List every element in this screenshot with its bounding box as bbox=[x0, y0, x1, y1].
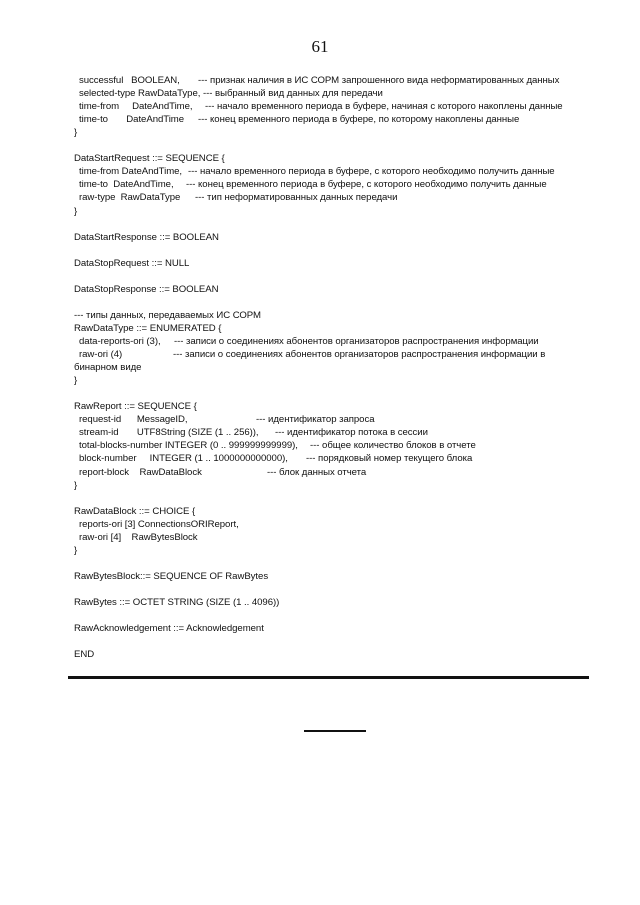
code-line-request-id: request-id MessageID, bbox=[79, 414, 188, 426]
code-line-request-id-comment: --- идентификатор запроса bbox=[256, 414, 375, 426]
code-line-total-blocks-comment: --- общее количество блоков в отчете bbox=[310, 440, 476, 452]
code-line-raw-bytes: RawBytes ::= OCTET STRING (SIZE (1 .. 4096)) bbox=[74, 597, 280, 608]
code-line-stream-id-comment: --- идентификатор потока в сессии bbox=[275, 427, 428, 439]
short-divider bbox=[304, 730, 366, 732]
code-line-data-start-request: DataStartRequest ::= SEQUENCE { bbox=[74, 153, 225, 165]
code-line-data-reports-ori-comment: --- записи о соединениях абонентов организаторов распространения информации bbox=[174, 336, 539, 347]
code-line-selected-type-comment: --- выбранный вид данных для передачи bbox=[203, 88, 383, 100]
code-line-time-to-2: time-to DateAndTime, bbox=[79, 179, 174, 191]
code-line-block-number: block-number INTEGER (1 .. 1000000000000), bbox=[79, 453, 288, 465]
code-line-raw-type-comment: --- тип неформатированных данных передачи bbox=[195, 192, 398, 204]
code-line-total-blocks: total-blocks-number INTEGER (0 .. 999999999999), bbox=[79, 440, 298, 452]
code-line-raw-report: RawReport ::= SEQUENCE { bbox=[74, 401, 197, 413]
code-line-raw-ori: raw-ori (4) bbox=[79, 349, 123, 361]
code-line-time-from-2-comment: --- начало временного периода в буфере, с которого необходимо получить данные bbox=[188, 166, 555, 178]
code-line-brace-close-4: } bbox=[74, 479, 78, 491]
code-line-brace-close-3: } bbox=[74, 375, 78, 387]
code-line-data-stop-request: DataStopRequest ::= NULL bbox=[74, 257, 190, 269]
code-line-data-stop-response: DataStopResponse ::= BOOLEAN bbox=[74, 283, 219, 295]
horizontal-rule bbox=[68, 676, 589, 679]
code-line-block-number-comment: --- порядковый номер текущего блока bbox=[306, 453, 473, 465]
code-line-time-to-1: time-to DateAndTime bbox=[79, 114, 185, 126]
code-line-data-reports-ori: data-reports-ori (3), bbox=[79, 336, 161, 347]
page-number: 61 bbox=[311, 37, 329, 56]
code-line-report-block: report-block RawDataBlock bbox=[79, 466, 202, 478]
code-line-raw-data-block: RawDataBlock ::= CHOICE { bbox=[74, 505, 196, 517]
code-line-end: END bbox=[74, 649, 95, 661]
code-line-stream-id: stream-id UTF8String (SIZE (1 .. 256)), bbox=[79, 427, 259, 439]
code-line-time-to-1-comment: --- конец временного периода в буфере, по которому накоплены данные bbox=[198, 114, 520, 126]
code-line-raw-type: raw-type RawDataType bbox=[79, 192, 181, 204]
code-line-raw-ori-choice: raw-ori [4] RawBytesBlock bbox=[79, 531, 198, 543]
code-line-comment-types: --- типы данных, передаваемых ИС СОРМ bbox=[74, 309, 261, 321]
code-line-successful: successful BOOLEAN, bbox=[79, 75, 180, 86]
code-line-brace-close-1: } bbox=[74, 127, 78, 139]
code-line-binary-view: бинарном виде bbox=[74, 362, 142, 374]
code-line-selected-type: selected-type RawDataType, bbox=[79, 88, 201, 100]
code-line-raw-data-type: RawDataType ::= ENUMERATED { bbox=[74, 322, 222, 334]
code-line-report-block-comment: --- блок данных отчета bbox=[267, 466, 367, 478]
code-line-time-from-2: time-from DateAndTime, bbox=[79, 166, 183, 178]
code-line-successful-comment: --- признак наличия в ИС СОРМ запрошенного вида неформатированных данных bbox=[198, 75, 560, 86]
code-line-raw-ori-comment: --- записи о соединениях абонентов организаторов распространения информации в bbox=[173, 349, 546, 361]
code-line-raw-bytes-block: RawBytesBlock::= SEQUENCE OF RawBytes bbox=[74, 570, 269, 582]
code-line-reports-ori: reports-ori [3] ConnectionsORIReport, bbox=[79, 518, 239, 530]
code-line-time-from-1-comment: --- начало временного периода в буфере, начиная с которого накоплены данные bbox=[205, 101, 563, 113]
code-line-brace-close-5: } bbox=[74, 544, 78, 556]
code-line-raw-acknowledgement: RawAcknowledgement ::= Acknowledgement bbox=[74, 623, 264, 635]
code-line-time-from-1: time-from DateAndTime, bbox=[79, 101, 193, 113]
code-line-data-start-response: DataStartResponse ::= BOOLEAN bbox=[74, 231, 219, 243]
code-line-brace-close-2: } bbox=[74, 205, 78, 217]
code-line-time-to-2-comment: --- конец временного периода в буфере, с которого необходимо получить данные bbox=[186, 179, 547, 191]
